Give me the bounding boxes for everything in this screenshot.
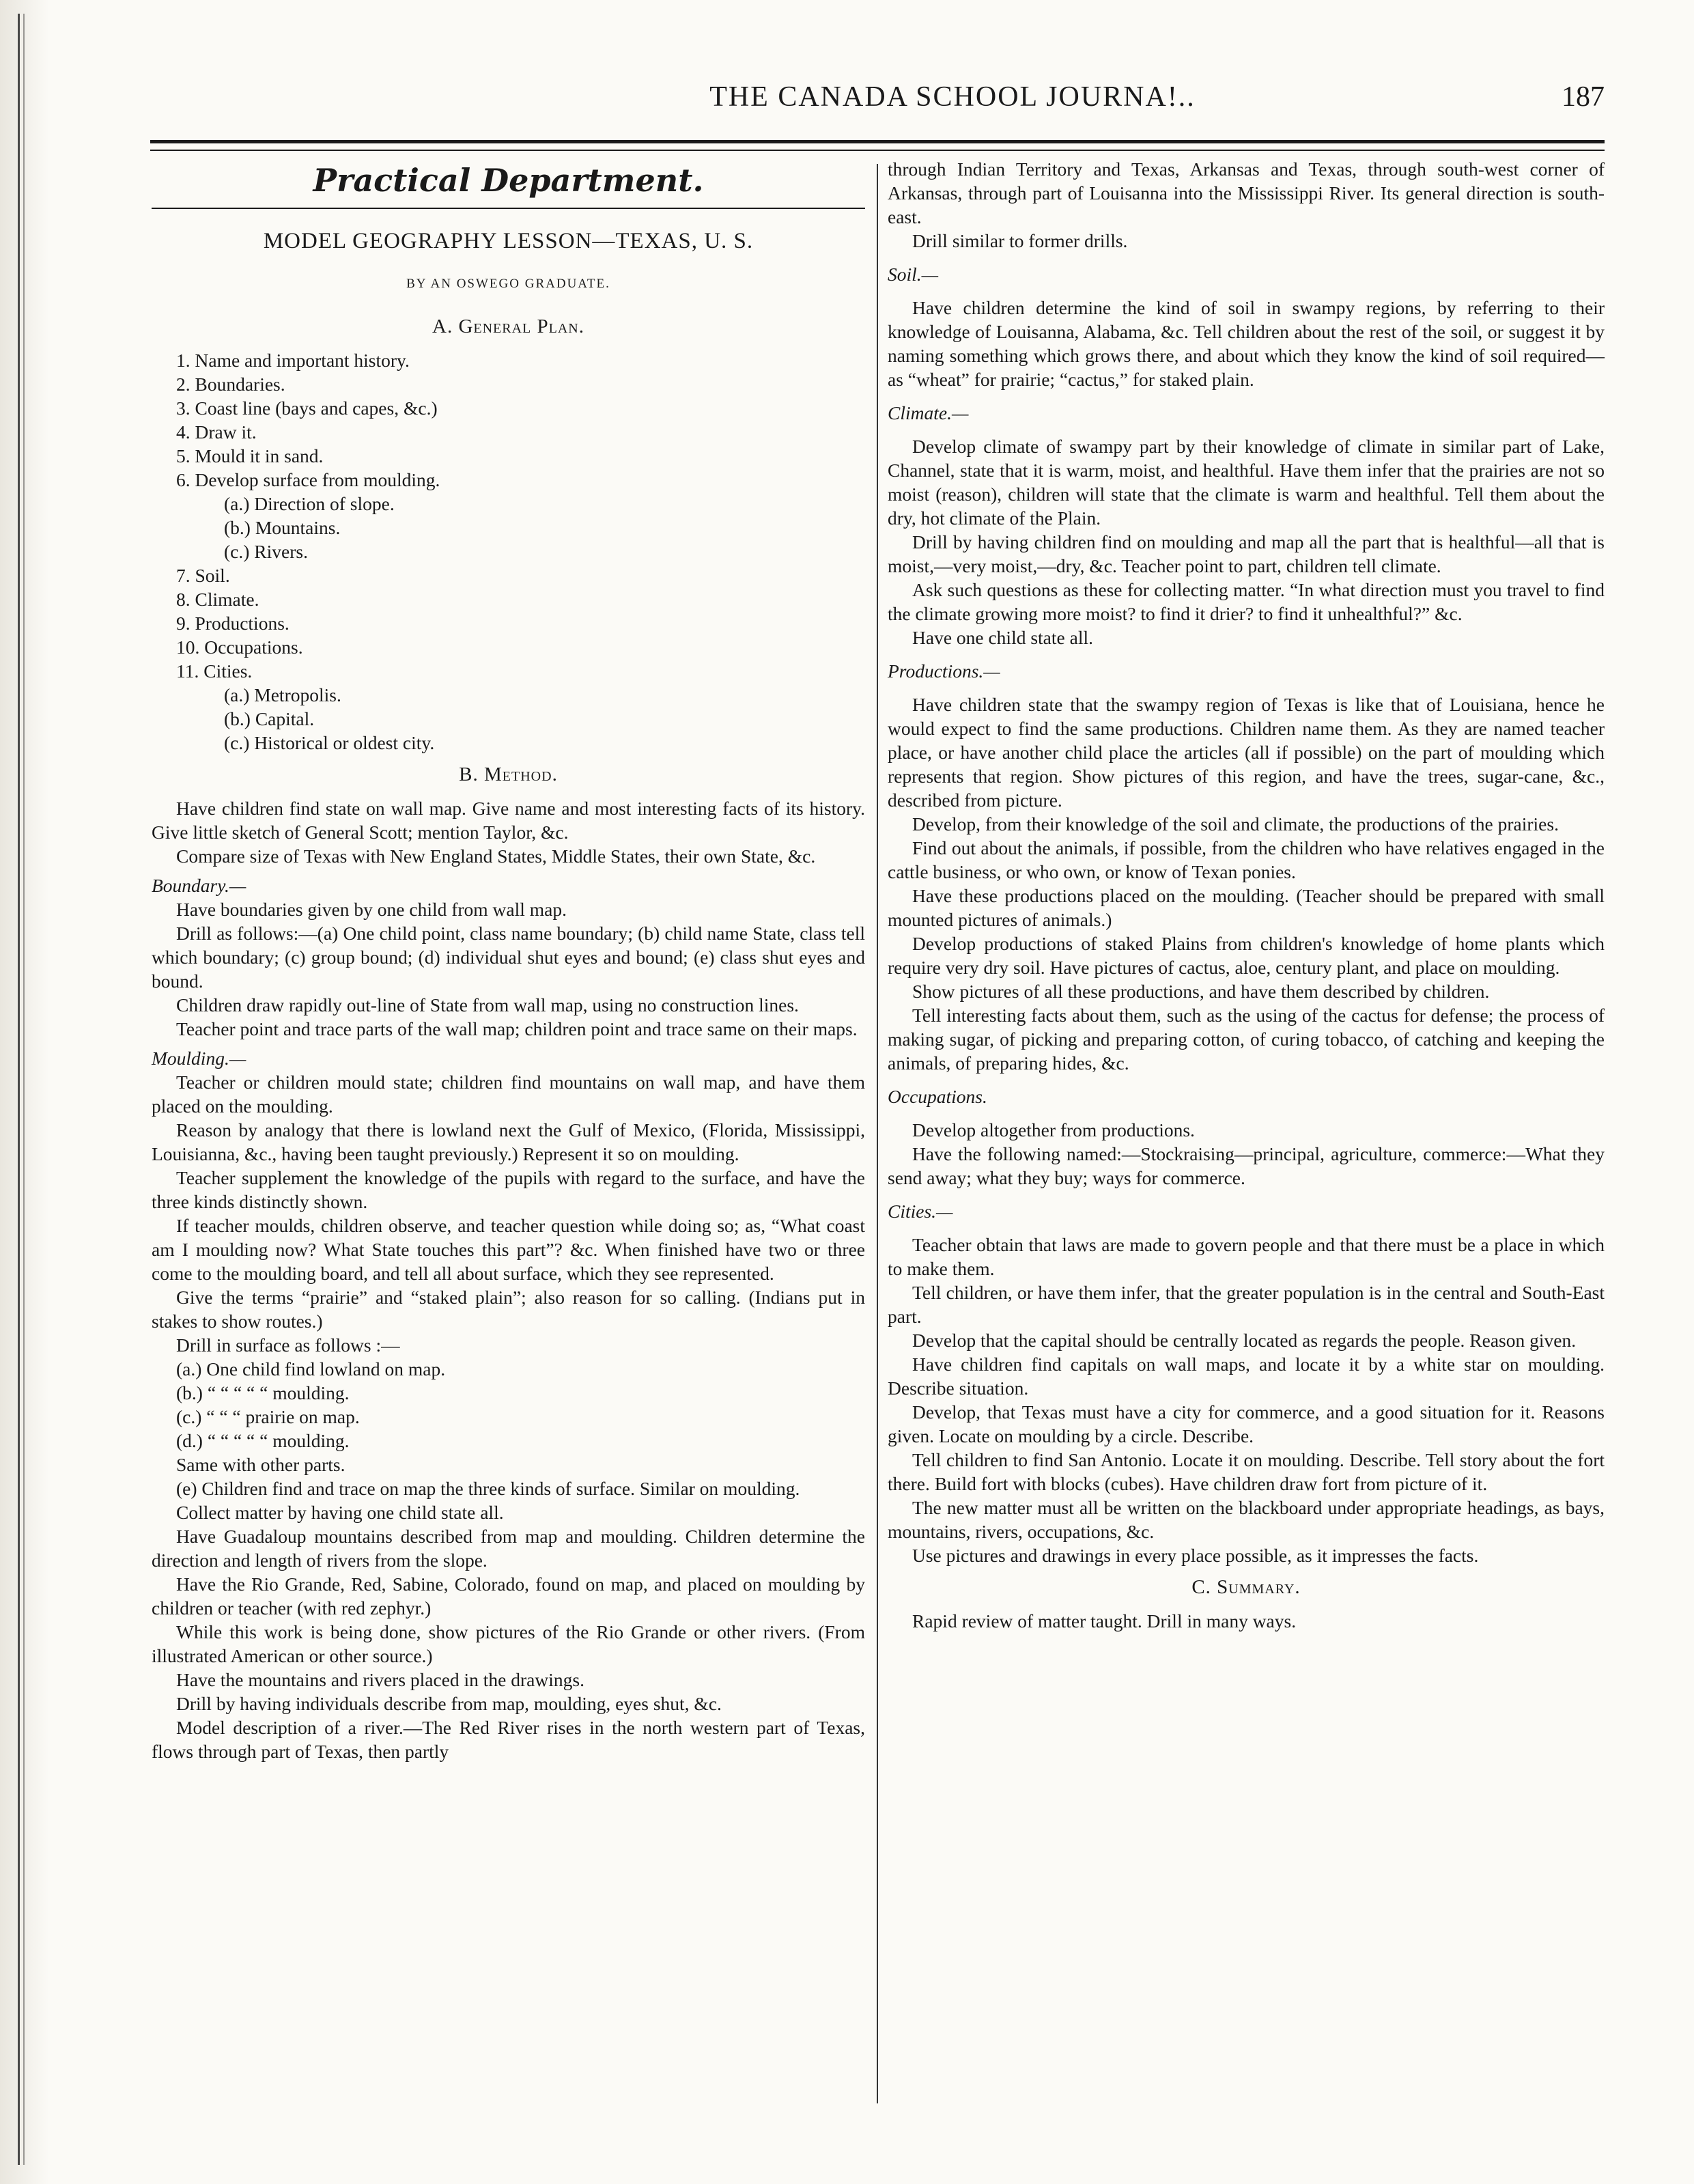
paragraph: Have the Rio Grande, Red, Sabine, Colorado, found on map, and placed on moulding by children or teacher (with red zephyr.)	[152, 1573, 865, 1619]
right-column	[888, 157, 1605, 1633]
paragraph: Have children state that the swampy region of Texas is like that of Louisiana, hence he would expect to find the same productions. Children name them. As they are named teacher place, or have another child place the articles (all if possible) on the part of moulding which represents that region. Show pictures of this region, and have the trees, sugar-cane, &c., described from picture.	[888, 694, 1605, 811]
paragraph: Develop that the capital should be centrally located as regards the people. Reason given.	[912, 1330, 1577, 1351]
paragraph: Tell children, or have them infer, that the greater population is in the central and South-East part.	[888, 1282, 1605, 1327]
climate-heading: Climate.—	[888, 402, 969, 423]
paragraph: Have children find state on wall map. Give name and most interesting facts of its history. Give little sketch of General Scott; mention Taylor, &c.	[152, 798, 865, 843]
paragraph: Teacher obtain that laws are made to govern people and that there must be a place in which to make them.	[888, 1234, 1605, 1279]
soil-heading: Soil.—	[888, 264, 939, 285]
plan-item: 7. Soil.	[176, 565, 230, 586]
plan-item: 6. Develop surface from moulding.	[176, 469, 440, 490]
cities-heading: Cities.—	[888, 1201, 953, 1222]
binding-edge-line	[18, 14, 20, 2165]
paragraph: Drill by having individuals describe from map, moulding, eyes shut, &c.	[176, 1693, 722, 1714]
occupations-heading: Occupations.	[888, 1086, 987, 1107]
paragraph: Reason by analogy that there is lowland next the Gulf of Mexico, (Florida, Mississippi, Louisianna, &c., having been taught previously.) Represent it so on moulding.	[152, 1119, 865, 1164]
plan-item: 4. Draw it.	[176, 421, 257, 443]
binding-shadow	[0, 0, 49, 2184]
paragraph: Have children find capitals on wall maps, and locate it by a white star on moulding. Describe situation.	[888, 1354, 1605, 1399]
byline: BY AN OSWEGO GRADUATE.	[406, 277, 610, 291]
paragraph: Model description of a river.—The Red River rises in the north western part of Texas, flows through part of Texas, then partly	[152, 1717, 865, 1762]
plan-item: 8. Climate.	[176, 589, 259, 610]
paragraph: Have the following named:—Stockraising—principal, agriculture, commerce:—What they send away; what they buy; ways for commerce.	[888, 1143, 1605, 1188]
page-header	[150, 81, 1605, 135]
paragraph: If teacher moulds, children observe, and teacher question while doing so; as, “What coast am I moulding now? What State touches this part”? &c. When finished have two or three come to the moulding board, and tell all about surface, which they see represented.	[152, 1215, 865, 1284]
plan-subitem: (b.) Capital.	[224, 708, 315, 729]
plan-item: 1. Name and important history.	[176, 350, 410, 371]
paragraph: Collect matter by having one child state all.	[176, 1502, 504, 1523]
paragraph: Show pictures of all these productions, and have them described by children.	[912, 981, 1490, 1002]
department-rule	[152, 208, 865, 209]
paragraph: Drill similar to former drills.	[912, 230, 1128, 251]
plan-item: 11. Cities.	[176, 660, 253, 682]
left-column	[152, 157, 865, 1763]
paragraph: Teacher or children mould state; children find mountains on wall map, and have them placed on the moulding.	[152, 1072, 865, 1117]
summary-heading: C. Summary.	[1191, 1576, 1301, 1598]
paragraph: Children draw rapidly out-line of State from wall map, using no construction lines.	[176, 994, 799, 1016]
plan-item: 3. Coast line (bays and capes, &c.)	[176, 397, 438, 419]
paragraph: Drill in surface as follows :—	[176, 1334, 400, 1356]
paragraph: The new matter must all be written on the blackboard under appropriate headings, as bays, mountains, rivers, occupations, &c.	[888, 1497, 1605, 1542]
paragraph: Drill as follows:—(a) One child point, class name boundary; (b) child name State, class tell which boundary; (c) group bound; (d) individual shut eyes and bound; (e) class shut eyes and bound.	[152, 923, 865, 992]
plan-subitem: (b.) Mountains.	[224, 517, 341, 538]
paragraph: Have the mountains and rivers placed in the drawings.	[176, 1669, 584, 1690]
lesson-title: MODEL GEOGRAPHY LESSON—TEXAS, U. S.	[263, 229, 754, 253]
paragraph: Develop altogether from productions.	[912, 1119, 1195, 1140]
drill-item: (d.) “ “ “ “ “ moulding.	[176, 1430, 350, 1451]
department-title: Practical Department.	[313, 162, 704, 199]
paragraph: (e) Children find and trace on map the three kinds of surface. Similar on moulding.	[176, 1478, 800, 1499]
plan-item: 10. Occupations.	[176, 636, 303, 658]
paragraph: Teacher point and trace parts of the wall map; children point and trace same on their maps.	[176, 1018, 858, 1039]
drill-item: (b.) “ “ “ “ “ moulding.	[176, 1382, 350, 1403]
paragraph: Rapid review of matter taught. Drill in many ways.	[912, 1610, 1297, 1632]
paragraph: Have these productions placed on the moulding. (Teacher should be prepared with small mounted pictures of animals.)	[888, 885, 1605, 930]
paragraph: Find out about the animals, if possible, from the children who have relatives engaged in the cattle business, or who own, or know of Texan ponies.	[888, 837, 1605, 882]
paragraph: through Indian Territory and Texas, Arkansas and Texas, through south-west corner of Arkansas, through part of Louisanna into the Mississippi River. Its general direction is south-east.	[888, 158, 1605, 227]
moulding-heading: Moulding.—	[152, 1048, 246, 1069]
plan-item: 9. Productions.	[176, 613, 290, 634]
paragraph: Tell children to find San Antonio. Locate it on moulding. Describe. Tell story about the fort there. Build fort with blocks (cubes). Have children draw fort from picture of it.	[888, 1449, 1605, 1494]
plan-subitem: (c.) Historical or oldest city.	[224, 732, 435, 753]
paragraph: Develop, that Texas must have a city for commerce, and a good situation for it. Reasons given. Locate on moulding by a circle. Describe.	[888, 1401, 1605, 1446]
boundary-heading: Boundary.—	[152, 875, 246, 896]
paragraph: Use pictures and drawings in every place possible, as it impresses the facts.	[912, 1545, 1479, 1566]
surface-drill-list	[152, 1357, 865, 1476]
plan-item: 5. Mould it in sand.	[176, 445, 324, 466]
method-heading: B. Method.	[459, 764, 558, 785]
plan-subitem: (a.) Direction of slope.	[224, 493, 395, 514]
paragraph: Give the terms “prairie” and “staked plain”; also reason for so calling. (Indians put in stakes to show routes.)	[152, 1287, 865, 1332]
header-rule-thick	[150, 140, 1605, 143]
drill-item: (a.) One child find lowland on map.	[176, 1358, 446, 1380]
running-title: THE CANADA SCHOOL JOURNA!..	[709, 81, 1196, 113]
productions-heading: Productions.—	[888, 660, 1000, 682]
page-number: 187	[1562, 81, 1605, 113]
paragraph: Develop climate of swampy part by their knowledge of climate in similar part of Lake, Channel, state that it is warm, moist, and healthful. Have them infer that the prairies are not so moist (reason), children will state that the climate is warm and healthful. Tell them about the dry, hot climate of the Plain.	[888, 436, 1605, 529]
binding-edge-line-2	[23, 14, 25, 2165]
plan-subitem: (a.) Metropolis.	[224, 684, 341, 705]
paragraph: Teacher supplement the knowledge of the pupils with regard to the surface, and have the three kinds distinctly shown.	[152, 1167, 865, 1212]
paragraph: Ask such questions as these for collecting matter. “In what direction must you travel to find the climate growing more moist? to find it drier? to find it unhealthful?” &c.	[888, 579, 1605, 624]
plan-list	[152, 348, 865, 755]
column-divider	[877, 164, 878, 2103]
paragraph: Tell interesting facts about them, such as the using of the cactus for defense; the process of making sugar, of picking and preparing cotton, of curing tobacco, of catching and keeping the animals, of preparing hides, &c.	[888, 1005, 1605, 1074]
paragraph: Have one child state all.	[912, 627, 1093, 648]
header-rule-thin	[150, 150, 1605, 151]
paragraph: While this work is being done, show pictures of the Rio Grande or other rivers. (From illustrated American or other source.)	[152, 1621, 865, 1666]
paragraph: Drill by having children find on moulding and map all the part that is healthful—all that is moist,—very moist,—dry, &c. Teacher point to part, children tell climate.	[888, 531, 1605, 576]
paragraph: Have boundaries given by one child from wall map.	[176, 899, 567, 920]
paragraph: Have children determine the kind of soil in swampy regions, by referring to their knowledge of Louisanna, Alabama, &c. Tell children about the rest of the soil, or suggest it by naming something which grows there, and about which they know the kind of soil required—as “wheat” for prairie; “cactus,” for staked plain.	[888, 297, 1605, 390]
paragraph: Compare size of Texas with New England States, Middle States, their own State, &c.	[176, 845, 816, 867]
paragraph: Have Guadaloup mountains described from map and moulding. Children determine the direction and length of rivers from the slope.	[152, 1526, 865, 1571]
paragraph: Develop productions of staked Plains from children's knowledge of home plants which require very dry soil. Have pictures of cactus, aloe, century plant, and place on moulding.	[888, 933, 1605, 978]
plan-subitem: (c.) Rivers.	[224, 541, 308, 562]
drill-item: (c.) “ “ “ prairie on map.	[176, 1406, 360, 1427]
plan-heading: A. General Plan.	[432, 316, 584, 337]
paragraph: Develop, from their knowledge of the soil and climate, the productions of the prairies.	[912, 813, 1559, 835]
plan-item: 2. Boundaries.	[176, 374, 285, 395]
drill-item: Same with other parts.	[176, 1454, 345, 1475]
